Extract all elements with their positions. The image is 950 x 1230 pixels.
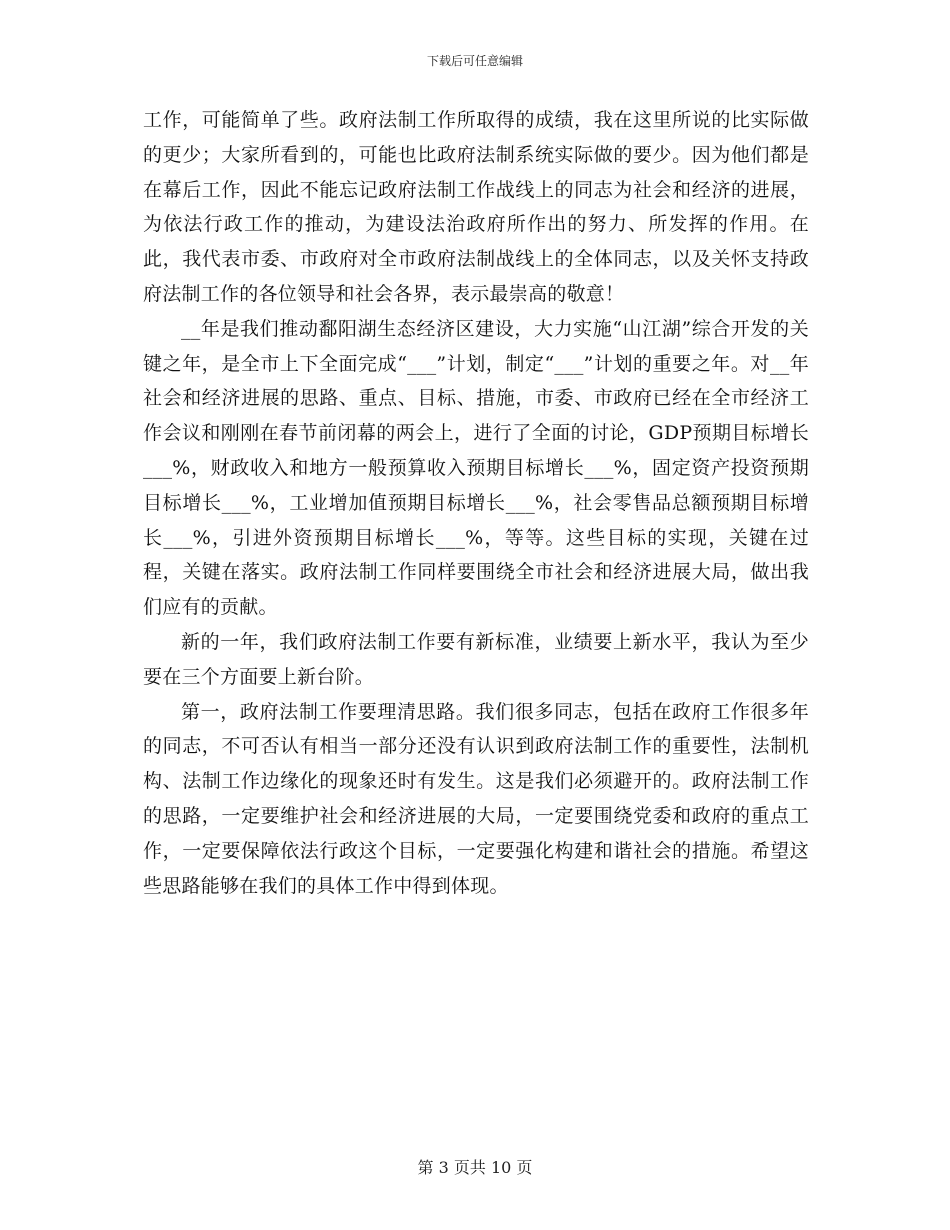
paragraph-2: __年是我们推动鄱阳湖生态经济区建设，大力实施“山江湖”综合开发的关键之年，是全市上下全面完成“___”计划，制定“___”计划的重要之年。对__年社会和经济进展的思路、重点、目标、措施，市委、市政府已经在全市经济工作会议和刚刚在春节前闭幕的两会上，进行了全面的讨论，GDP预期目标增长___%，财政收入和地方一般预算收入预期目标增长___%，固定资产投资预期目标增长___%，工业增加值预期目标增长___%，社会零售品总额预期目标增长___%，引进外资预期目标增长___%，等等。这些目标的实现，关键在过程，关键在落实。政府法制工作同样要围绕全市社会和经济进展大局，做出我们应有的贡献。 [143, 317, 809, 619]
paragraph-3: 新的一年，我们政府法制工作要有新标准，业绩要上新水平，我认为至少要在三个方面要上新台阶。 [143, 630, 809, 688]
paragraph-1: 工作，可能简单了些。政府法制工作所取得的成绩，我在这里所说的比实际做的更少；大家所看到的，可能也比政府法制系统实际做的要少。因为他们都是在幕后工作，因此不能忘记政府法制工作战线上的同志为社会和经济的进展，为依法行政工作的推动，为建设法治政府所作出的努力、所发挥的作用。在此，我代表市委、市政府对全市政府法制战线上的全体同志，以及关怀支持政府法制工作的各位领导和社会各界，表示最崇高的敬意！ [143, 109, 809, 305]
body-text [143, 103, 809, 903]
page-header: 下载后可任意编辑 [426, 54, 523, 68]
page-number: 第 3 页共 10 页 [417, 1158, 533, 1177]
paragraph-4: 第一，政府法制工作要理清思路。我们很多同志，包括在政府工作很多年的同志，不可否认有相当一部分还没有认识到政府法制工作的重要性，法制机构、法制工作边缘化的现象还时有发生。这是我们必须避开的。政府法制工作的思路，一定要维护社会和经济进展的大局，一定要围绕党委和政府的重点工作，一定要保障依法行政这个目标，一定要强化构建和谐社会的措施。希望这些思路能够在我们的具体工作中得到体现。 [143, 700, 809, 897]
